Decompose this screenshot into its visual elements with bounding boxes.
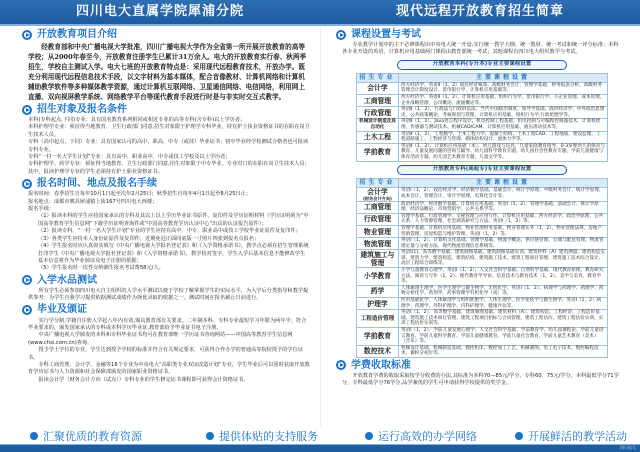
paragraph: （2）报读专科、“一村一名大学生计划”专业的学生应持有高中、中专、职业高中或技工学校毕业证原件及复印件；	[38, 228, 301, 235]
paragraph: 报名地点：成都市郫县犀浦镇上街167号四川电大西楼；	[28, 198, 158, 205]
left-column	[28, 27, 310, 384]
table-caption: 开放教育专科(高起专)专业主要课程设置	[397, 165, 567, 175]
paragraph: 开放教育学费的收取采取按学分收费的办法,其标准为本科70—85元/学分、专科60、75元/学分。本科最低学分71学分，专科最低学分76学分,品学兼优的学生可申请获得学校提供的奖学金。	[342, 372, 619, 387]
section-heading: 毕业及颁证	[22, 303, 310, 318]
table-row: 物流管理 英语Ⅰ（1，2）、计算机文化基础、管理学基础、物流学概论、供应链管理、仓储与配送管理、物流管理定量与分析方法、现代物流管理信息系统等。	[357, 238, 608, 250]
table-row: 工商管理 西方经济学、英语Ⅱ（1，2），计算机应用基础、组织行为学、货币银行学、小企业管理、成本管理、企业战略管理、公司概论、流通概论等。	[357, 95, 608, 107]
paragraph: 专业教学计划中的主干必修课程由中央电大统一开设,实行统一教学大纲、统一教材、统一考试和统一评分标准；本科各专业开设的英语、计算机应用基础两门课程由教育部统一考试；其他课程有四川电大组织教学与考试。	[342, 42, 619, 56]
footer-bar	[0, 444, 640, 452]
table-row: 土木工程 英语Ⅱ（1，2）、工程数学、土木工程力学、混凝土结构、土木工程CAD、工程地质、建设监理、工程道路施工、工程经济与管理、砌体结构设计、流体力学等。	[357, 131, 608, 143]
paragraph: （5）学生报名时一次性交纳测生报名考试费58元/人。	[38, 265, 164, 272]
paragraph: 中央广播电视大学颁发的本科和专科毕业证书均可在教育部唯一学历证书查询网站——中国高等教育学生信息网(www.chsi.com.cn)查询。	[28, 332, 293, 346]
intro-paragraph: 经教育部和中央广播电视大学批准，四川广播电视大学作为全省第一所开展开放教育的高等学校；从2000年春至今，开放教育注册学生已累计31万余人。电大的开放教育实行春、秋两季招生，学校自主测试入学。电大七班的开放教育特点是：采用现代远程教育技术，开放办学。既充分利用现代远程信息技术手段，以文字材料为基本媒体，配合音像教材、计算机网络和计算机辅助教学软件等多种媒体教学资源，通过计算机互联网络、卫星通信网络、电信网络，利用网上直播、双向视屏教学系统、网络教学平台等现代教育手段进行时是与非实时交互式教学。	[28, 43, 307, 101]
right-column	[342, 27, 622, 388]
play-circle-icon	[22, 105, 32, 115]
paragraph: 所有学生必须参加四川电大自主组织的入学水平测试以便于学校了解掌握学生的实际水平，为入学后分类指导和教学提供参考；为学生自我学习提供依据测试成绩作为择优录取的依据之一。测试时间在报名截止日前进行。	[28, 287, 309, 302]
paragraph: 实行学分制,学籍自注册入学起八年内有效,颁具教育部有关要求。二年制本科、专科专业最短学习年限为两年半；符合毕业要求的，颁发国家承认的专科或本科学历毕业证,教育部给予毕业证书电子注册。	[28, 317, 307, 331]
bullet-dot-icon	[30, 432, 38, 440]
paragraph: （1）报读本科的学生应持国家承认的专科及其以上以上学历毕业证书原件、复印件及学历证明材料（学历证明须为“中国高等教育学生信息网”下载学历证明查询件或“中国高等教育学历认证中心”出具的认证报告原件）；	[38, 213, 309, 227]
paragraph: 本科护理学专业：须征得当地教育、卫生行政部门同意,招生对象限于护理学专科毕业，持有护士执业资格证书的在职在岗卫生技术人员。	[28, 124, 310, 138]
table-caption: 开放教育本科(专升本)专业主要课程设置	[397, 60, 567, 70]
slogan: 开展鲜活的教学活动	[515, 428, 640, 444]
table-row: 数控技术 机械设计基础、机械制造基础、数控机床、数控加工工艺、机械制图、电工电子技术、数控编程技术、微积分初步等。	[357, 345, 608, 357]
paragraph: 专科护理学、药学专业：须征得当地教育、卫生行政部门同意,招生对象限于中专毕业，专业对口的在职在岗卫生技术人员；其中，报读护理学专业的学生必须持有护士职业资格证书。	[28, 161, 310, 175]
paragraph: 授予学士学位的专业，学生达到授予学校的标准并符合有关规定要求，可获得合作办学的普通高等院校授予的学位证书。	[28, 347, 303, 361]
paragraph: 专科（高中起点，下同）专业：具有国家认可的高中、职高、中专（或技）毕业证书；初中毕业经学校测试合格者也可报读专科专业。	[28, 139, 309, 153]
bullet-dot-icon	[365, 432, 373, 440]
paragraph: 报读会计学（财务会计方向（试点））专科专业的学生修完证书课程即可获得会计资格证书。	[38, 376, 249, 383]
paragraph: 报名手续：	[28, 206, 54, 213]
table-row: 工商管理 政治经济学、经济数学基础、计算机应用基础、英语Ⅰ（1，2）、管理学基础、基础会计、统计学原理、经济法概论、市场营销学、公共关系学等。	[357, 201, 608, 213]
play-circle-icon	[22, 305, 32, 315]
table-row: 建筑施工与管理 英语Ⅰ(1)、高等数学基础、建筑制图基础、建筑制图基础实训、建筑材料（A）建筑测量、建筑构造实训、建筑力学、建筑构造、建筑结构、建筑施工技术、建筑工程项目管理、建筑施工技术综合设计、高层工程综合训练等。	[357, 250, 608, 268]
play-circle-icon	[22, 30, 32, 40]
section-heading: 入学水品测试	[22, 273, 310, 288]
bullet-dot-icon	[515, 432, 523, 440]
paragraph: 专科“一村一名大学生计划”专业：具有高中、职业高中、中专或技工学校及以上学历者；	[28, 154, 231, 161]
section-heading: 招生对象及报名条件	[22, 102, 310, 117]
table-row: 会计学 (财务会计方向) 英语Ⅰ（1，2）、政治经济学、经济数学基础、基础会计、统计学原理、中级财务会计、统计学原理、成本会计、管理会计、审计学原理、电算化会计等。	[357, 187, 608, 201]
slogans-left	[30, 428, 356, 444]
slogan: 运行高效的办学网络	[365, 428, 515, 444]
left-banner-title: 四川电大直属学院犀浦分院	[0, 0, 320, 24]
section-heading: 课程设置与考试	[336, 27, 622, 42]
paragraph: 报名时间：春季招生自每年10月1日起至次年2月25日；秋季招生自每年4月1日起至8月25日止；	[28, 191, 252, 198]
bullet-dot-icon	[206, 432, 214, 440]
right-banner-title: 现代远程开放教育招生简章	[320, 0, 640, 24]
table-row: 学前教育 英语Ⅰ（1，2）、学前儿童发展心理学、人文社会科学基础、学前教育学、幼儿园课程论、学前儿童语言教育、学前儿童科学教育、学前儿童健康教育、学前儿童社会教育、学前儿童艺术教育（美术）（音乐）等。	[357, 328, 608, 346]
paragraph: 本科(专科起点,下同)专业：具有国名教育系列相同或相近专业的高等专科(含专科)以上学历者；	[28, 117, 246, 123]
table-row: 行政管理 管理学基础、行政管理学、文秘管理与应用写作、计算机应用基础、西方经济学、政治学原理、公共关系、人力资源管理、社会调查研究与方法、英语Ⅰ（1，2）等。	[357, 213, 608, 225]
banner-divider	[0, 24, 640, 26]
paragraph: 专科工商管理、会计学、金融等16个专业为中央电大“高职类专业双证改造计划”专业，学生毕业后可以同时获取开放教育学历证书与人力资源和社会保障部颁发的国家职业资格证书。	[28, 361, 310, 376]
column-divider	[320, 27, 321, 427]
table-row: 机械设计制造及其自动化 英语Ⅱ（1，2）、Java语言程序设计、机电控制工程基础、机电控制与可编程控制器技术、计算机绘图、传感器与测试技术、机械CAD/CAM、计算机应用基础、液压滑动技术等。	[357, 119, 608, 131]
section-heading: 报名时间、地点及报名手续	[22, 176, 310, 191]
table-row: 护理学 医用基础化学、人体解剖学与组织胚胎学、人体生理学、医学免疫学与微生物学、英语Ⅰ（1，2）病理学、药理学、外科护理学、内科护理学、健康评估等。	[357, 298, 608, 310]
play-circle-icon	[22, 179, 32, 189]
footer-logo: 四川电大	[620, 445, 636, 450]
undergrad-course-table: 招生专业 主要课程设置 会计学 西方经济学、英语Ⅱ（1，2）国民经济核算、高级财务会计、管理学基础、财务报表分析、高级财务管理会计制度设计、货币银行学、计算机应用基础等。 工商管理 西方经济学、英语Ⅱ（1，2），计算机应用基础、组织行为学、货币银行学、小企业管理、成本管理、企业战略管理、公司概论、流通概论等。 行政管理 英语Ⅱ（1，2）、行政法与行政诉讼法、当代中国政治制度、领导学基础、政府经济学、中外政治思想史、公共政策概论、考核规划与管理、计算机应用基础、组织行为学,行政伦理学等。 机械设计制造及其自动化 英语Ⅱ（1，2）、Java语言程序设计、机电控制工程基础、机电控制与可编程控制器技术、计算机绘图、传感器与测试技术、机械CAD/CAM、计算机应用基础、液压滑动技术等。 土木工程 英语Ⅱ（1，2）、工程数学、土木工程力学、混凝土结构、土木工程CAD、工程地质、建设监理、工程道路施工、工程经济与管理、砌体结构设计、流体力学等。 学前教育 英语Ⅱ（1，2）、计算机应用基础（本）、幼儿游戏与玩具、儿童家庭教育指导、0-3岁婴幼儿的保育与教育、儿童发展问题的咨询与辅导、幼儿园科学教育专题、幼儿园社会性教育专题、学前儿童健康与体育活动专题、幼儿园艺术教育专题、儿童文学等。	[356, 73, 608, 162]
section-heading: 开放教育项目介绍	[22, 27, 310, 42]
slogans-right	[365, 428, 640, 444]
play-circle-icon	[336, 30, 346, 40]
table-row: 药学 人体解剖生理学、医学生理学与微生物学、无机化学、英语Ⅰ（1，2）、病理学与药理学、药理学、药物分析化学、药剂学、药事管理学有机化学（高）等。	[357, 285, 608, 297]
table-row: 物业管理 管理学基础、计算机应用基础、物业管理财务基础、物业管理实务（1，2）、物业管理法规、房地产营销管理、房屋构造与维护管理、英语Ⅰ（1，2）等。	[357, 225, 608, 237]
table-row: 小学教育 小学儿童教育心理学、英语Ⅰ（1，2）、人文社会科学基础、自然科学基础、现代教育原理、教育研究方法、阅读与写作（1，2）、现代教育学导论、信息技术与教育技术（1，2）、美学与美育、教育学等。	[357, 268, 608, 286]
section-heading: 学费收取标准	[336, 358, 622, 373]
play-circle-icon	[22, 275, 32, 285]
table-row: 工程造价管理 英语Ⅰ（1，2）、高等数学基础、建筑制图基础、建筑材料（A）、建筑构造、工程经济、工程造价基础、建筑施工技术项目管理、建筑工程项目招标与合同管理、建筑工程估价、建筑工程估价实训、实训工程估价实训等。	[357, 310, 608, 328]
associate-course-table: 招生专业 主要课程设置 会计学 (财务会计方向) 英语Ⅰ（1，2）、政治经济学、经济数学基础、基础会计、统计学原理、中级财务会计、统计学原理、成本会计、管理会计、审计学原理、电算化会计等。 工商管理 政治经济学、经济数学基础、计算机应用基础、英语Ⅰ（1，2）、管理学基础、基础会计、统计学原理、经济法概论、市场营销学、公共关系学等。 行政管理 管理学基础、行政管理学、文秘管理与应用写作、计算机应用基础、西方经济学、政治学原理、公共关系、人力资源管理、社会调查研究与方法、英语Ⅰ（1，2）等。 物业管理 管理学基础、计算机应用基础、物业管理财务基础、物业管理实务（1，2）、物业管理法规、房地产营销管理、房屋构造与维护管理、英语Ⅰ（1，2）等。 物流管理 英语Ⅰ（1，2）、计算机文化基础、管理学基础、物流学概论、供应链管理、仓储与配送管理、物流管理定量与分析方法、现代物流管理信息系统等。 建筑施工与管理 英语Ⅰ(1)、高等数学基础、建筑制图基础、建筑制图基础实训、建筑材料（A）建筑测量、建筑构造实训、建筑力学、建筑构造、建筑结构、建筑施工技术、建筑工程项目管理、建筑施工技术综合设计、高层工程综合训练等。 小学教育 小学儿童教育心理学、英语Ⅰ（1，2）、人文社会科学基础、自然科学基础、现代教育原理、教育研究方法、阅读与写作（1，2）、现代教育学导论、信息技术与教育技术（1，2）、美学与美育、教育学等。 药学 人体解剖生理学、医学生理学与微生物学、无机化学、英语Ⅰ（1，2）、病理学与药理学、药理学、药物分析化学、药剂学、药事管理学有机化学（高）等。 护理学 医用基础化学、人体解剖学与组织胚胎学、人体生理学、医学免疫学与微生物学、英语Ⅰ（1，2）病理学、药理学、外科护理学、内科护理学、健康评估等。 工程造价管理 英语Ⅰ（1，2）、高等数学基础、建筑制图基础、建筑材料（A）、建筑构造、工程经济、工程造价基础、建筑施工技术项目管理、建筑工程项目招标与合同管理、建筑工程估价、建筑工程估价实训、实训工程估价实训等。 学前教育 英语Ⅰ（1，2）、学前儿童发展心理学、人文社会科学基础、学前教育学、幼儿园课程论、学前儿童语言教育、学前儿童科学教育、学前儿童健康教育、学前儿童社会教育、学前儿童艺术教育（美术）（音乐）等。 数控技术 机械设计基础、机械制造基础、数控机床、数控加工工艺、机械制图、电工电子技术、数控编程技术、微积分初步等。	[356, 178, 608, 358]
paragraph: （4）学生报名时应认真如实填写《中央广播电视大学报名登记表》和《入学资格承诺书》，教学点必须在招生管理系统打印学生《中央广播电视大学报名登记表》和《入学资格承诺书》，教学校对签字，学生入学后基本信息不能修改学生基本信息将作为毕业颁证及电子注册的依据；	[38, 243, 309, 264]
play-circle-icon	[336, 360, 346, 370]
slogan: 提供体贴的支持服务	[206, 428, 356, 444]
table-row: 学前教育 英语Ⅱ（1，2）、计算机应用基础（本）、幼儿游戏与玩具、儿童家庭教育指导、0-3岁婴幼儿的保育与教育、儿童发展问题的咨询与辅导、幼儿园科学教育专题、幼儿园社会性教育专题、学前儿童健康与体育活动专题、幼儿园艺术教育专题、儿童文学等。	[357, 143, 608, 161]
table-row: 会计学 西方经济学、英语Ⅱ（1，2）国民经济核算、高级财务会计、管理学基础、财务报表分析、高级财务管理会计制度设计、货币银行学、计算机应用基础等。	[357, 82, 608, 94]
table-row: 行政管理 英语Ⅱ（1，2）、行政法与行政诉讼法、当代中国政治制度、领导学基础、政府经济学、中外政治思想史、公共政策概论、考核规划与管理、计算机应用基础、组织行为学,行政伦理学等。	[357, 107, 608, 119]
paragraph: （3）各类学生应持本人身份证原件及复印件，近期免冠正面同底版一寸照片四张到报名点报名；	[38, 235, 260, 242]
slogan: 汇聚优质的教育资源	[30, 428, 180, 444]
